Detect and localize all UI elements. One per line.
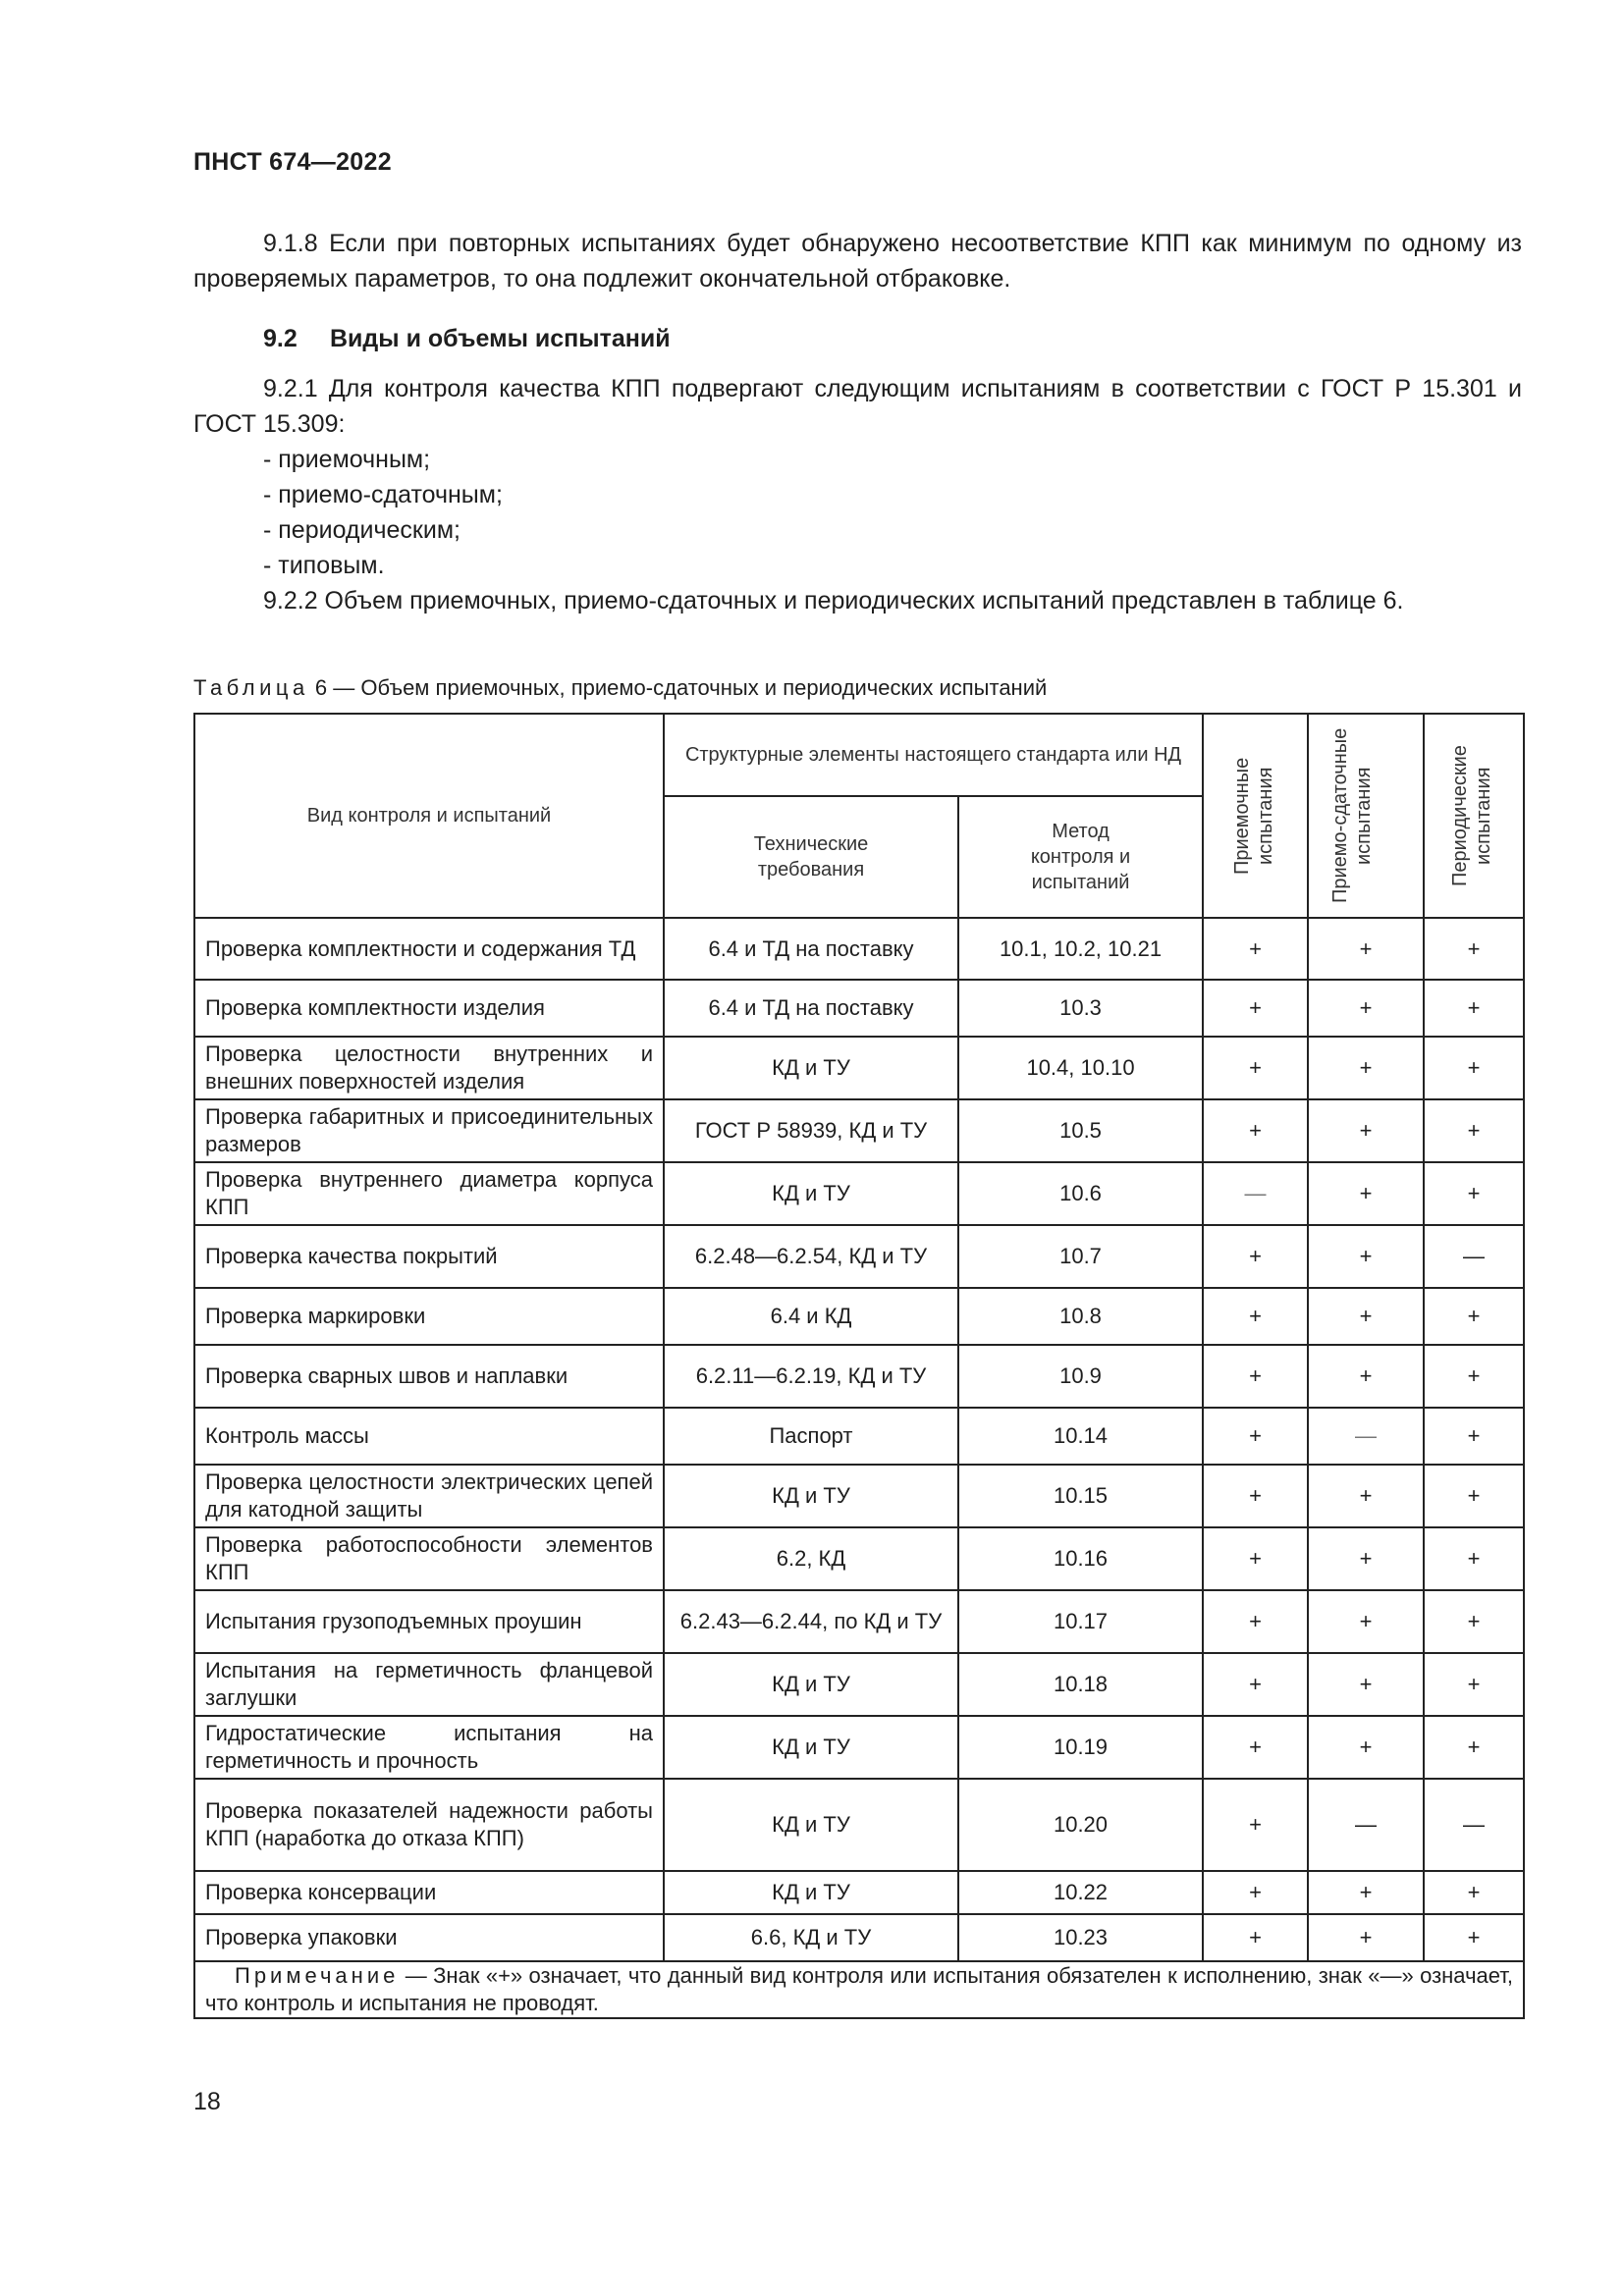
row-periodic: + [1424, 980, 1524, 1037]
row-acceptance: + [1203, 1408, 1308, 1465]
header-method [958, 796, 1203, 918]
row-tech: КД и ТУ [664, 1716, 958, 1779]
row-tech: 6.2.11—6.2.19, КД и ТУ [664, 1345, 958, 1408]
header-tech-label: Технические требования [753, 833, 869, 881]
table-row [194, 1345, 1524, 1408]
table-caption [193, 673, 1047, 703]
paragraph-9-1-8: 9.1.8 Если при повторных испытаниях будет обнаружено несоответствие КПП как минимум по одному из проверяемых параметров, то она подлежит окончательной отбраковке. [193, 230, 1522, 293]
table-row [194, 980, 1524, 1037]
row-name: Проверка целостности внутренних и внешних поверхностей изделия [194, 1037, 664, 1099]
row-periodic: + [1424, 1653, 1524, 1716]
row-method: 10.19 [958, 1716, 1203, 1779]
table-row [194, 1408, 1524, 1465]
row-name: Проверка маркировки [194, 1288, 664, 1345]
table-caption-text: 6 — Объем приемочных, приемо-сдаточных и периодических испытаний [308, 675, 1048, 700]
table-row [194, 918, 1524, 980]
row-method: 10.22 [958, 1871, 1203, 1914]
row-name: Проверка целостности электрических цепей для катодной защиты [194, 1465, 664, 1527]
row-name: Проверка работоспособности элементов КПП [194, 1527, 664, 1590]
paragraph-9-2-1: 9.2.1 Для контроля качества КПП подвергают следующим испытаниям в соответствии с ГОСТ Р 15.301 и ГОСТ 15.309: [193, 375, 1522, 438]
row-acceptance: — [1203, 1162, 1308, 1225]
list-item: - периодическим; [263, 516, 460, 544]
row-delivery: + [1308, 1225, 1424, 1288]
row-periodic: + [1424, 918, 1524, 980]
row-method: 10.3 [958, 980, 1203, 1037]
row-delivery: + [1308, 1037, 1424, 1099]
section-heading-9-2 [263, 321, 671, 356]
row-acceptance: + [1203, 1288, 1308, 1345]
row-method: 10.9 [958, 1345, 1203, 1408]
header-acceptance [1203, 714, 1308, 918]
table-caption-word: Таблица [193, 675, 309, 700]
row-tech: 6.2, КД [664, 1527, 958, 1590]
row-acceptance: + [1203, 980, 1308, 1037]
row-acceptance: + [1203, 1653, 1308, 1716]
row-tech: Паспорт [664, 1408, 958, 1465]
row-periodic: + [1424, 1716, 1524, 1779]
row-tech: 6.6, КД и ТУ [664, 1914, 958, 1961]
row-periodic: + [1424, 1871, 1524, 1914]
row-periodic: + [1424, 1527, 1524, 1590]
list-item: - типовым. [263, 552, 385, 579]
section-title: Виды и объемы испытаний [330, 325, 671, 352]
table-note [194, 1961, 1524, 2018]
row-acceptance: + [1203, 1914, 1308, 1961]
row-acceptance: + [1203, 1037, 1308, 1099]
header-structural: Структурные элементы настоящего стандарта или НД [664, 714, 1203, 796]
row-tech: КД и ТУ [664, 1465, 958, 1527]
row-method: 10.14 [958, 1408, 1203, 1465]
row-tech: 6.4 и КД [664, 1288, 958, 1345]
row-delivery: + [1308, 1871, 1424, 1914]
row-name: Проверка показателей надежности работы КПП (наработка до отказа КПП) [194, 1779, 664, 1871]
document-code: ПНСТ 674—2022 [193, 148, 392, 176]
row-periodic: + [1424, 1914, 1524, 1961]
table-row [194, 1914, 1524, 1961]
row-periodic: + [1424, 1408, 1524, 1465]
row-method: 10.8 [958, 1288, 1203, 1345]
row-tech: КД и ТУ [664, 1037, 958, 1099]
table-row [194, 1225, 1524, 1288]
table-6 [193, 713, 1525, 2019]
row-tech: 6.4 и ТД на поставку [664, 918, 958, 980]
row-method: 10.5 [958, 1099, 1203, 1162]
row-name: Гидростатические испытания на герметичность и прочность [194, 1716, 664, 1779]
table-row [194, 1590, 1524, 1653]
table-row [194, 1162, 1524, 1225]
table-row [194, 1037, 1524, 1099]
row-tech: КД и ТУ [664, 1871, 958, 1914]
row-method: 10.7 [958, 1225, 1203, 1288]
row-method: 10.1, 10.2, 10.21 [958, 918, 1203, 980]
row-delivery: + [1308, 918, 1424, 980]
row-acceptance: + [1203, 1871, 1308, 1914]
row-method: 10.20 [958, 1779, 1203, 1871]
table-row [194, 1527, 1524, 1590]
row-acceptance: + [1203, 1345, 1308, 1408]
row-name: Проверка сварных швов и наплавки [194, 1345, 664, 1408]
row-tech: КД и ТУ [664, 1779, 958, 1871]
list-item: - приемо-сдаточным; [263, 481, 503, 508]
row-delivery: + [1308, 1099, 1424, 1162]
row-delivery: + [1308, 1465, 1424, 1527]
row-name: Проверка консервации [194, 1871, 664, 1914]
table-note-row [194, 1961, 1524, 2018]
row-periodic: + [1424, 1162, 1524, 1225]
row-tech: КД и ТУ [664, 1653, 958, 1716]
row-acceptance: + [1203, 1779, 1308, 1871]
row-periodic: — [1424, 1225, 1524, 1288]
row-name: Испытания грузоподъемных проушин [194, 1590, 664, 1653]
row-periodic: + [1424, 1099, 1524, 1162]
row-name: Проверка габаритных и присоединительных размеров [194, 1099, 664, 1162]
table-row [194, 1465, 1524, 1527]
row-tech: 6.2.43—6.2.44, по КД и ТУ [664, 1590, 958, 1653]
row-tech: КД и ТУ [664, 1162, 958, 1225]
header-method-label: Метод контроля и испытаний [1030, 821, 1131, 893]
header-tech [664, 796, 958, 918]
row-acceptance: + [1203, 918, 1308, 980]
row-acceptance: + [1203, 1527, 1308, 1590]
table-row [194, 1716, 1524, 1779]
row-method: 10.23 [958, 1914, 1203, 1961]
row-acceptance: + [1203, 1225, 1308, 1288]
list-item: - приемочным; [263, 446, 431, 473]
row-delivery: + [1308, 1162, 1424, 1225]
header-acceptance-label: Приемочные испытания [1230, 757, 1276, 875]
header-periodic-label: Периодические испытания [1449, 745, 1495, 886]
page-number: 18 [193, 2088, 221, 2115]
row-tech: 6.2.48—6.2.54, КД и ТУ [664, 1225, 958, 1288]
header-delivery-label: Приемо-сдаточные испытания [1329, 727, 1376, 904]
row-periodic: + [1424, 1288, 1524, 1345]
row-periodic: + [1424, 1345, 1524, 1408]
paragraph-9-2-2: 9.2.2 Объем приемочных, приемо-сдаточных и периодических испытаний представлен в таблице 6. [263, 587, 1404, 614]
row-method: 10.18 [958, 1653, 1203, 1716]
row-tech: ГОСТ Р 58939, КД и ТУ [664, 1099, 958, 1162]
row-acceptance: + [1203, 1099, 1308, 1162]
row-delivery: + [1308, 1288, 1424, 1345]
note-text: — Знак «+» означает, что данный вид контроля или испытания обязателен к исполнению, знак «—» означает, что контроль и испытания не проводят. [205, 1963, 1514, 2015]
header-kind: Вид контроля и испытаний [194, 714, 664, 918]
row-name: Проверка упаковки [194, 1914, 664, 1961]
row-delivery: + [1308, 1914, 1424, 1961]
row-acceptance: + [1203, 1590, 1308, 1653]
row-name: Проверка качества покрытий [194, 1225, 664, 1288]
row-delivery: — [1308, 1779, 1424, 1871]
row-name: Испытания на герметичность фланцевой заглушки [194, 1653, 664, 1716]
row-name: Проверка комплектности изделия [194, 980, 664, 1037]
table-row [194, 1871, 1524, 1914]
row-delivery: + [1308, 1527, 1424, 1590]
row-delivery: + [1308, 1716, 1424, 1779]
row-tech: 6.4 и ТД на поставку [664, 980, 958, 1037]
row-periodic: — [1424, 1779, 1524, 1871]
row-delivery: + [1308, 980, 1424, 1037]
section-number: 9.2 [263, 325, 298, 352]
row-delivery: + [1308, 1590, 1424, 1653]
row-delivery: + [1308, 1653, 1424, 1716]
row-name: Проверка внутреннего диаметра корпуса КПП [194, 1162, 664, 1225]
row-method: 10.6 [958, 1162, 1203, 1225]
row-acceptance: + [1203, 1465, 1308, 1527]
row-method: 10.4, 10.10 [958, 1037, 1203, 1099]
row-acceptance: + [1203, 1716, 1308, 1779]
row-periodic: + [1424, 1465, 1524, 1527]
row-delivery: — [1308, 1408, 1424, 1465]
row-name: Контроль массы [194, 1408, 664, 1465]
row-method: 10.16 [958, 1527, 1203, 1590]
row-delivery: + [1308, 1345, 1424, 1408]
header-periodic [1424, 714, 1524, 918]
row-name: Проверка комплектности и содержания ТД [194, 918, 664, 980]
table-row [194, 1288, 1524, 1345]
row-method: 10.17 [958, 1590, 1203, 1653]
header-delivery [1308, 714, 1424, 918]
table-row [194, 1779, 1524, 1871]
row-periodic: + [1424, 1037, 1524, 1099]
note-word: Примечание [235, 1963, 400, 1988]
row-method: 10.15 [958, 1465, 1203, 1527]
table-row [194, 1099, 1524, 1162]
row-periodic: + [1424, 1590, 1524, 1653]
table-row [194, 1653, 1524, 1716]
